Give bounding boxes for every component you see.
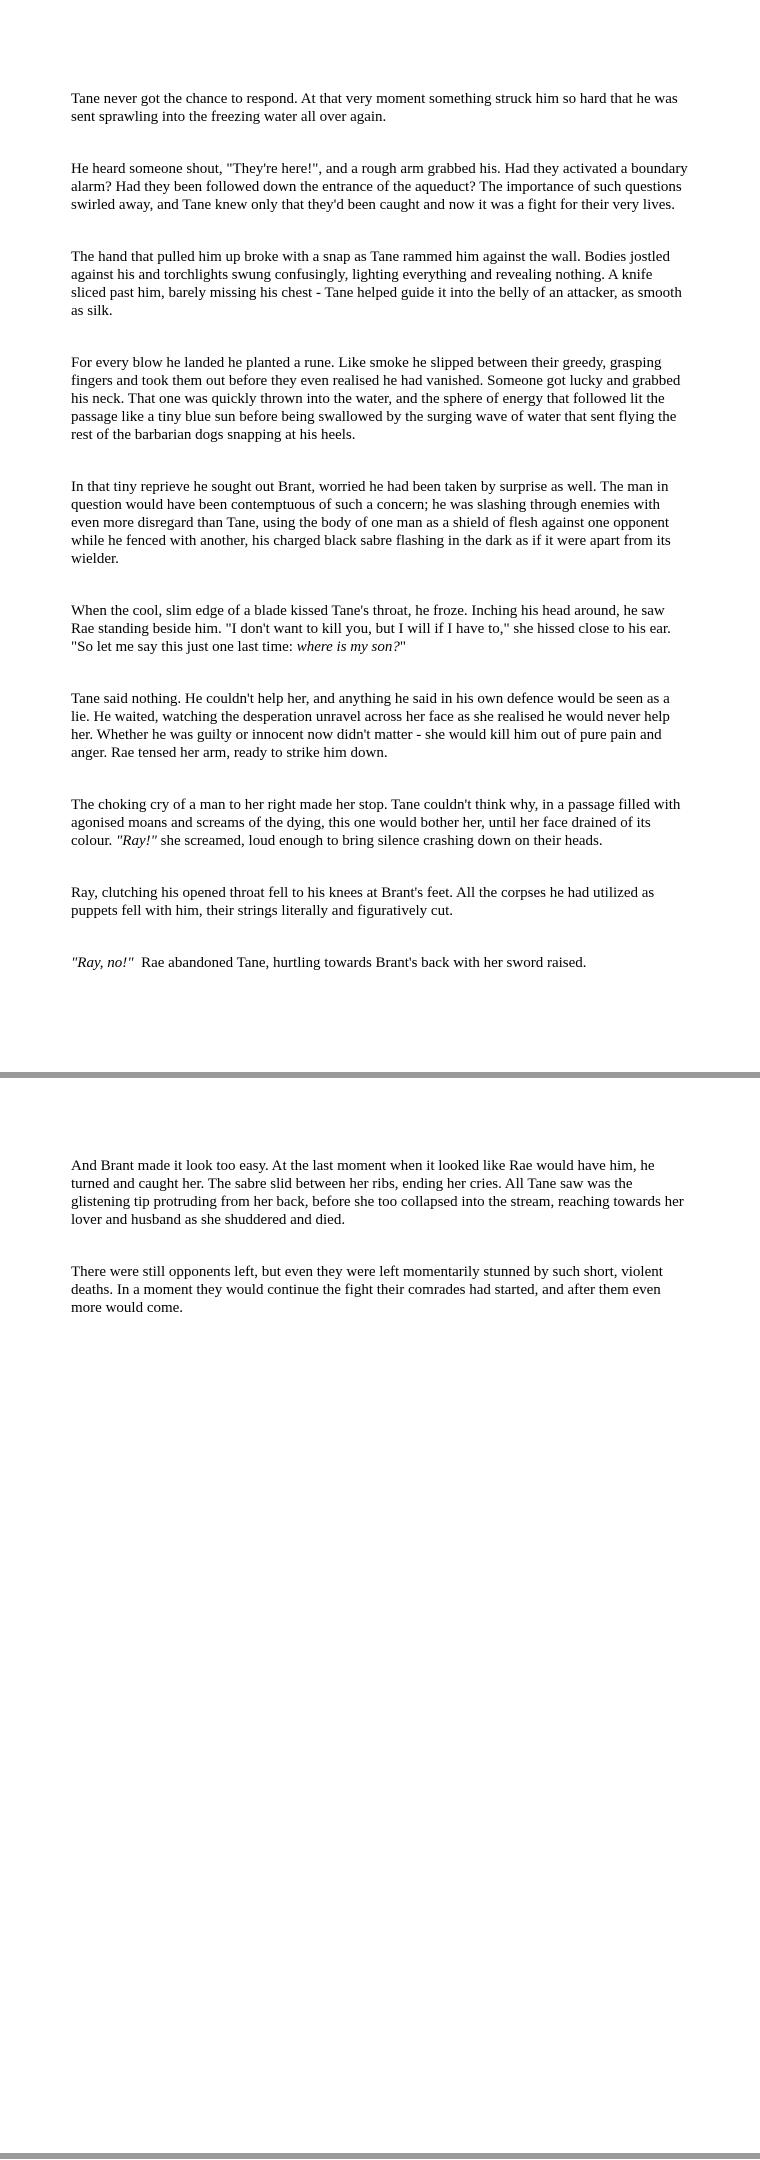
paragraph: [71, 1263, 691, 1317]
paragraph: [71, 954, 691, 972]
story-page-1: [0, 0, 760, 1072]
paragraph: [71, 884, 691, 920]
page-break-divider-bottom: [0, 2153, 760, 2159]
paragraph: [71, 478, 691, 568]
text-run: ": [399, 639, 407, 655]
italic-text-run: "Ray, no!": [71, 955, 134, 971]
text-run: Ray, clutching his opened throat fell to his knees at Brant's feet. All the corpses he had utilized as puppets fell with him, their strings literally and figuratively cut.: [71, 885, 658, 919]
paragraph: [71, 248, 691, 320]
text-run: Tane never got the chance to respond. At that very moment something struck him so hard that he was sent sprawling into the freezing water all over again.: [71, 91, 682, 125]
text-run: she screamed, loud enough to bring silence crashing down on their heads.: [156, 833, 603, 849]
text-run: And Brant made it look too easy. At the last moment when it looked like Rae would have him, he turned and caught her. The sabre slid between her ribs, ending her cries. All Tane saw was the glistening tip protruding from her back, before she too collapsed into the stream, reaching towards her lover and husband as she shuddered and died.: [71, 1158, 688, 1228]
text-run: When the cool, slim edge of a blade kissed Tane's throat, he froze. Inching his head around, he saw Rae standing beside him. "I don't want to kill you, but I will if I have to," she hissed close to his ear. "So let me say this just one last time:: [71, 603, 675, 655]
paragraph: [71, 160, 691, 214]
paragraph: [71, 1157, 691, 1229]
story-page-2: [0, 1078, 760, 2153]
italic-text-run: where is my son?: [296, 639, 400, 655]
text-run: There were still opponents left, but even they were left momentarily stunned by such short, violent deaths. In a moment they would continue the fight their comrades had started, and after them even more would come.: [71, 1264, 667, 1316]
text-run: The hand that pulled him up broke with a snap as Tane rammed him against the wall. Bodies jostled against his and torchlights swung confusingly, lighting everything and revealing nothing. A knife sliced past him, barely missing his chest - Tane helped guide it into the belly of an attacker, as smooth as silk.: [71, 249, 686, 319]
text-run: Tane said nothing. He couldn't help her, and anything he said in his own defence would be seen as a lie. He waited, watching the desperation unravel across her face as she realised he would never help her. Whether he was guilty or innocent now didn't matter - she would kill him out of pure pain and anger. Rae tensed her arm, ready to strike him down.: [71, 691, 674, 761]
text-run: In that tiny reprieve he sought out Brant, worried he had been taken by surprise as well. The man in question would have been contemptuous of such a concern; he was slashing through enemies with even more disregard than Tane, using the body of one man as a shield of flesh against one opponent while he fenced with another, his charged black sabre flashing in the dark as if it were apart from its wielder.: [71, 479, 675, 567]
paragraph: [71, 354, 691, 444]
italic-text-run: "Ray!": [116, 833, 157, 849]
text-run: He heard someone shout, "They're here!", and a rough arm grabbed his. Had they activated a boundary alarm? Had they been followed down the entrance of the aqueduct? The importance of such questions swirled away, and Tane knew only that they'd been caught and now it was a fight for their very lives.: [71, 161, 692, 213]
paragraph: [71, 602, 691, 656]
paragraph: [71, 90, 691, 126]
text-run: The choking cry of a man to her right made her stop. Tane couldn't think why, in a passage filled with agonised moans and screams of the dying, this one would bother her, until her face drained of its colour.: [71, 797, 685, 849]
text-run: Rae abandoned Tane, hurtling towards Brant's back with her sword raised.: [133, 955, 587, 971]
paragraph: [71, 796, 691, 850]
paragraph: [71, 690, 691, 762]
text-run: For every blow he landed he planted a rune. Like smoke he slipped between their greedy, grasping fingers and took them out before they even realised he had vanished. Someone got lucky and grabbed his neck. That one was quickly thrown into the water, and the sphere of energy that followed lit the passage like a tiny blue sun before being swallowed by the surging wave of water that sent flying the rest of the barbarian dogs snapping at his heels.: [71, 355, 685, 443]
